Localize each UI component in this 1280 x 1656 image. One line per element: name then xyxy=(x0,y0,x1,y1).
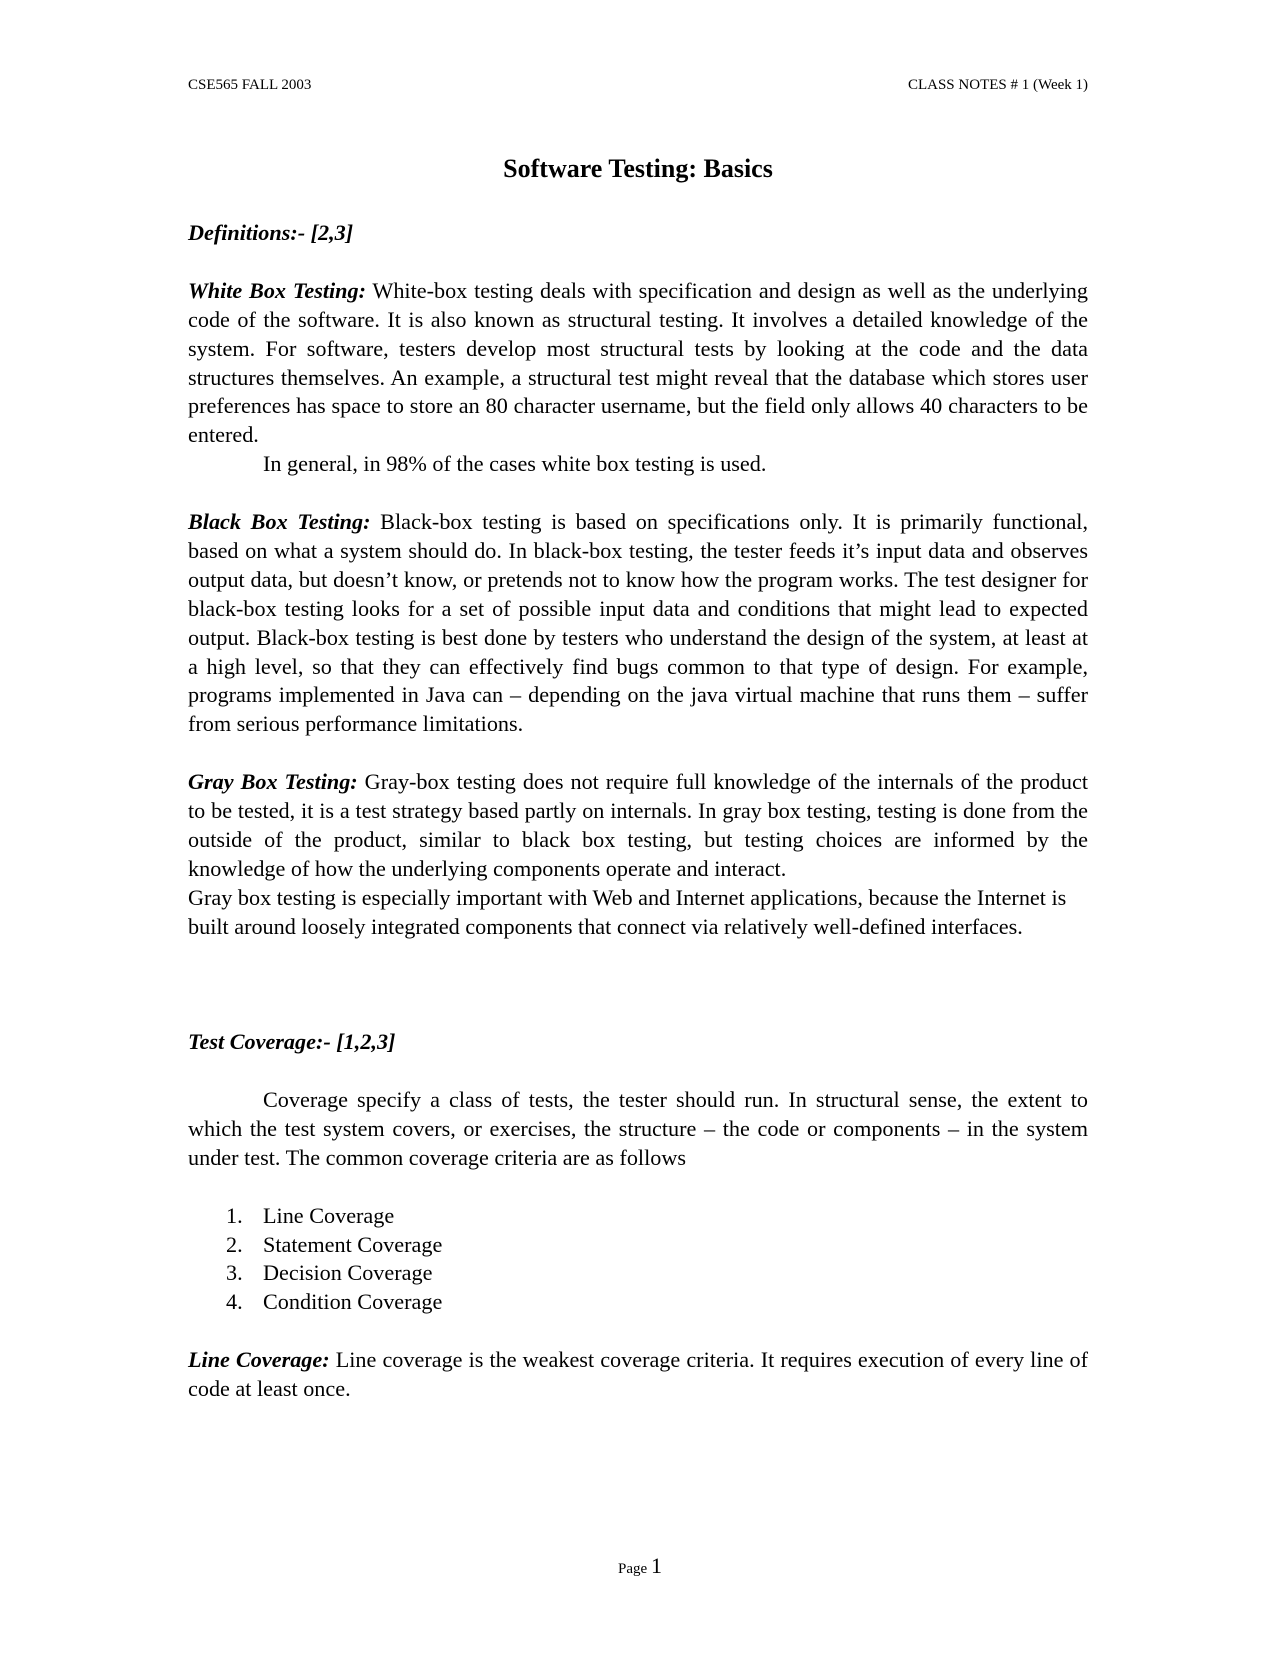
white-box-term: White Box Testing: xyxy=(188,277,366,303)
document-body xyxy=(188,219,1088,1404)
gray-box-note: Gray box testing is especially important with Web and Internet applications, because the Internet is built around loosely integrated components that connect via relatively well-defined interfaces. xyxy=(188,884,1067,939)
header-course: CSE565 FALL 2003 xyxy=(188,77,312,93)
black-box-paragraph xyxy=(188,508,1088,739)
list-item xyxy=(188,1288,1088,1317)
page-number: 1 xyxy=(650,1553,662,1578)
white-box-text: White-box testing deals with specification and design as well as the underlying code of the software. It is also known as structural testing. It involves a detailed knowledge of the system. For software, testers develop most structural tests by looking at the code and the data structures themselves. An example, a structural test might reveal that the database which stores user preferences has space to store an 80 character username, but the field only allows 40 characters to be entered. xyxy=(188,277,1088,448)
list-item-number: 1. xyxy=(226,1202,243,1228)
page-label: Page xyxy=(618,1561,648,1577)
line-coverage-term: Line Coverage: xyxy=(188,1347,330,1373)
list-item xyxy=(188,1231,1088,1260)
list-item xyxy=(188,1259,1088,1288)
white-box-paragraph xyxy=(188,277,1088,450)
list-item-number: 4. xyxy=(226,1289,243,1315)
gray-box-term: Gray Box Testing: xyxy=(188,769,358,795)
test-coverage-intro: Coverage specify a class of tests, the tester should run. In structural sense, the extent to which the test system covers, or exercises, the structure – the code or components – in the system under test. The common coverage criteria are as follows xyxy=(188,1087,1088,1170)
list-item-label: Decision Coverage xyxy=(263,1260,433,1286)
list-item-label: Statement Coverage xyxy=(263,1231,443,1257)
line-coverage-text: Line coverage is the weakest coverage criteria. It requires execution of every line of code at least once. xyxy=(188,1347,1088,1402)
list-item-label: Condition Coverage xyxy=(263,1289,443,1315)
page-title: Software Testing: Basics xyxy=(503,154,773,183)
page-footer xyxy=(0,1553,1280,1579)
gray-box-paragraph xyxy=(188,768,1088,884)
test-coverage-heading: Test Coverage:- [1,2,3] xyxy=(188,1029,396,1055)
list-item-label: Line Coverage xyxy=(263,1202,395,1228)
black-box-text: Black-box testing is based on specifications only. It is primarily functional, based on what a system should do. In black-box testing, the tester feeds it’s input data and observes output data, but doesn’t know, or pretends not to know how the program works. The test designer for black-box testing looks for a set of possible input data and conditions that might lead to expected output. Black-box testing is best done by testers who understand the design of the system, at least at a high level, so that they can effectively find bugs common to that type of design. For example, programs implemented in Java can – depending on the java virtual machine that runs them – suffer from serious performance limitations. xyxy=(188,509,1089,737)
list-item-number: 3. xyxy=(226,1260,243,1286)
list-item xyxy=(188,1202,1088,1231)
definitions-heading: Definitions:- [2,3] xyxy=(188,220,354,245)
list-item-number: 2. xyxy=(226,1231,243,1257)
header-class-notes: CLASS NOTES # 1 (Week 1) xyxy=(907,77,1088,93)
gray-box-text: Gray-box testing does not require full knowledge of the internals of the product to be tested, it is a test strategy based partly on internals. In gray box testing, testing is done from the outside of the product, similar to black box testing, but testing choices are informed by the knowledge of how the underlying components operate and interact. xyxy=(188,769,1088,881)
coverage-criteria-list xyxy=(188,1202,1088,1318)
line-coverage-paragraph xyxy=(188,1346,1088,1404)
white-box-note: In general, in 98% of the cases white box testing is used. xyxy=(263,451,767,477)
black-box-term: Black Box Testing: xyxy=(188,509,371,535)
